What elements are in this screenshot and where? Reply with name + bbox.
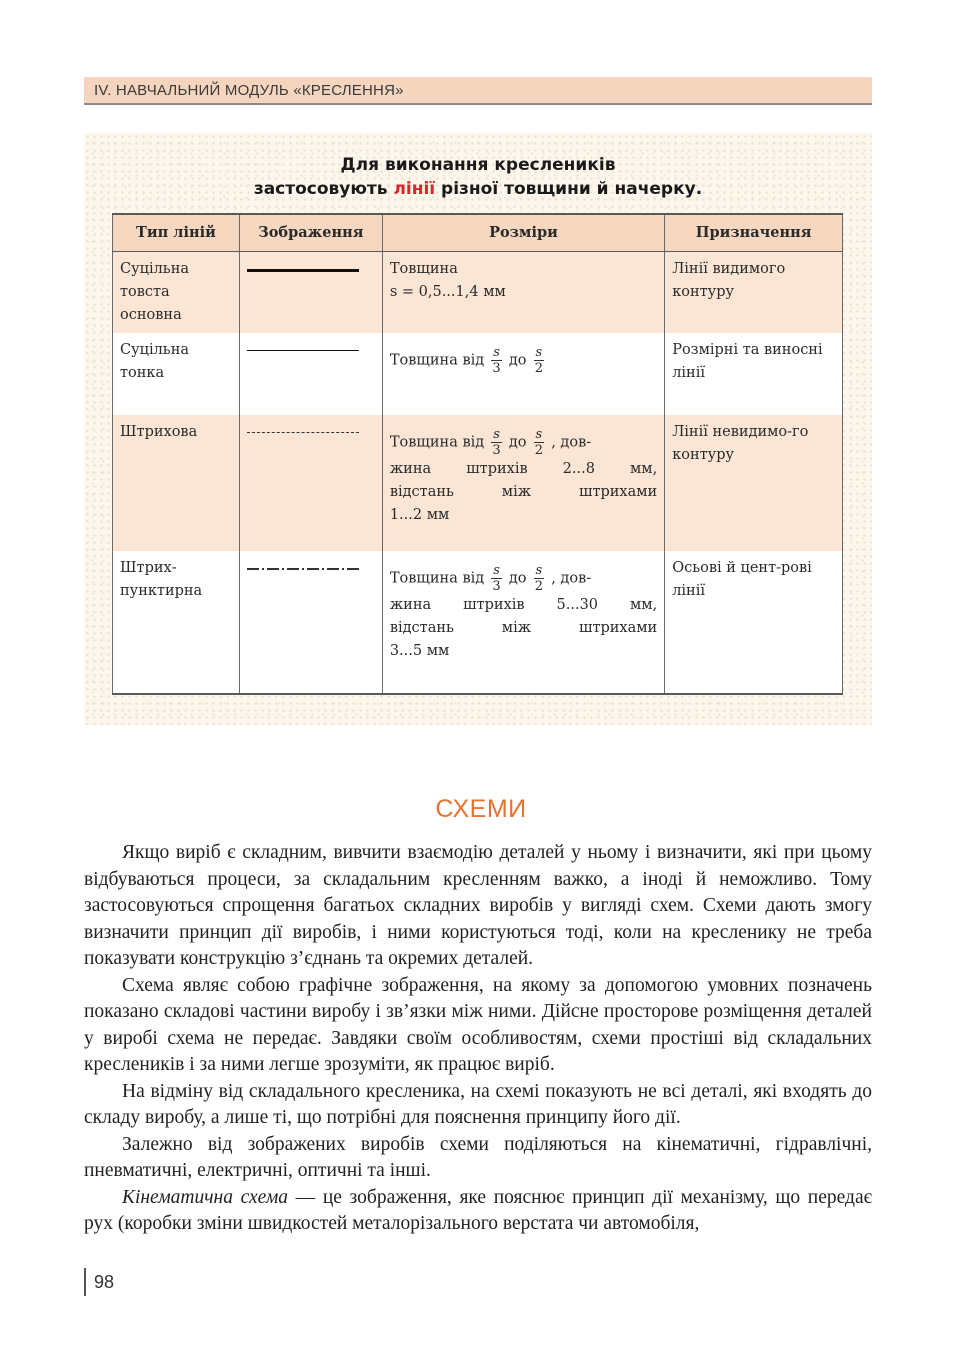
row-purpose: Лінії видимого контуру <box>665 251 843 333</box>
fraction: $\frac{s}{2}$ <box>534 562 543 594</box>
dash-dot-line-sample <box>247 568 359 570</box>
fraction: $\frac{s}{3}$ <box>492 426 501 458</box>
paragraph <box>84 1185 872 1238</box>
row-purpose: Осьові й цент-рові лінії <box>665 551 843 694</box>
size-line: жина штрихів 5...30 мм, <box>389 596 658 613</box>
thick-line-sample <box>247 269 359 272</box>
row-purpose: Лінії невидимо-го контуру <box>665 415 843 551</box>
col-purpose: Призначення <box>665 214 843 251</box>
row-size <box>382 251 664 333</box>
thin-line-sample <box>247 350 359 351</box>
col-image: Зображення <box>239 214 382 251</box>
panel-title-line2 <box>84 177 872 201</box>
size-prefix: Товщина від <box>389 352 485 368</box>
paragraph: Якщо виріб є складним, вивчити взаємодію деталей у ньому і визначити, які при цьому відбуваються процеси, за складальним кресленням важко, а іноді й неможливо. Тому застосовуються спрощення багатьох складних виробів у вигляді схем. Схеми дають змогу визначити принцип дії виробів, і ними користуються тоді, коли на кресленику не треба показувати конструкцію з’єднань та окремих деталей. <box>84 842 872 969</box>
row-size <box>382 333 664 415</box>
section-title: СХЕМИ <box>435 795 527 823</box>
fraction: $\frac{s}{2}$ <box>534 426 543 458</box>
dashed-line-sample <box>247 432 359 433</box>
row-sample <box>239 415 382 551</box>
module-header <box>84 77 872 105</box>
page-number: 98 <box>84 1268 114 1296</box>
title-pre: застосовують <box>253 179 394 199</box>
table-row <box>113 251 843 333</box>
table-row <box>113 333 843 415</box>
table-header-row <box>113 214 843 251</box>
title-post: різної товщини й начерку. <box>435 179 703 199</box>
row-type: Штрих-пунктирна <box>113 551 240 694</box>
size-prefix: Товщина від <box>389 434 485 450</box>
size-last: 3...5 мм <box>389 642 450 659</box>
row-type: Суцільна товста основна <box>113 251 240 333</box>
size-suffix: , дов- <box>551 434 592 450</box>
paragraph-rest: — це зображення, яке пояснює принцип дії механізму, що передає рух (коробки зміни швидкостей металорізального верстата чи автомобіля, <box>84 1186 872 1234</box>
line-types-panel <box>84 133 872 725</box>
paragraph: Схема являє собою графічне зображення, на якому за допомогою умовних позначень показано складові частини виробу і зв’язки між ними. Дійсне просторове розміщення деталей у виробі схема не передає. Завдяки своїм особливостям, схеми простіші від складальних креслеників і за ними легше зрозуміти, як працює виріб. <box>84 974 872 1075</box>
size-last: 1...2 мм <box>389 506 450 523</box>
size-mid: до <box>508 434 527 450</box>
row-type: Суцільна тонка <box>113 333 240 415</box>
row-size <box>382 551 664 694</box>
size-text: Товщина <box>389 260 458 277</box>
row-size <box>382 415 664 551</box>
title-highlight: лінії <box>393 179 436 199</box>
col-sizes: Розміри <box>382 214 664 251</box>
body-text <box>84 840 872 1238</box>
module-title: IV. НАВЧАЛЬНИЙ МОДУЛЬ «КРЕСЛЕННЯ» <box>94 82 404 99</box>
row-type: Штрихова <box>113 415 240 551</box>
paragraph: Залежно від зображених виробів схеми поділяються на кінематичні, гідравлічні, пневматичні, електричні, оптичні та інші. <box>84 1133 872 1181</box>
table-row <box>113 551 843 694</box>
size-mid: до <box>508 352 527 368</box>
size-line: відстань між штрихами <box>389 619 658 636</box>
row-sample <box>239 333 382 415</box>
fraction: $\frac{s}{3}$ <box>492 562 501 594</box>
row-sample <box>239 251 382 333</box>
term: Кінематична схема <box>122 1186 289 1208</box>
size-mid: до <box>508 570 527 586</box>
panel-title <box>84 153 872 201</box>
fraction: $\frac{s}{2}$ <box>534 344 543 376</box>
row-purpose: Розмірні та виносні лінії <box>665 333 843 415</box>
size-suffix: , дов- <box>551 570 592 586</box>
size-formula: s = 0,5...1,4 мм <box>389 283 506 300</box>
line-types-table <box>112 213 843 695</box>
row-sample <box>239 551 382 694</box>
panel-title-line1: Для виконання креслеників <box>340 155 616 175</box>
size-prefix: Товщина від <box>389 570 485 586</box>
size-line: відстань між штрихами <box>389 483 658 500</box>
fraction: $\frac{s}{3}$ <box>492 344 501 376</box>
paragraph: На відміну від складального кресленика, на схемі показують не всі деталі, які входять до складу виробу, а лише ті, що потрібні для пояснення принципу його дії. <box>84 1080 872 1128</box>
table-row <box>113 415 843 551</box>
col-type: Тип ліній <box>113 214 240 251</box>
size-line: жина штрихів 2...8 мм, <box>389 460 658 477</box>
